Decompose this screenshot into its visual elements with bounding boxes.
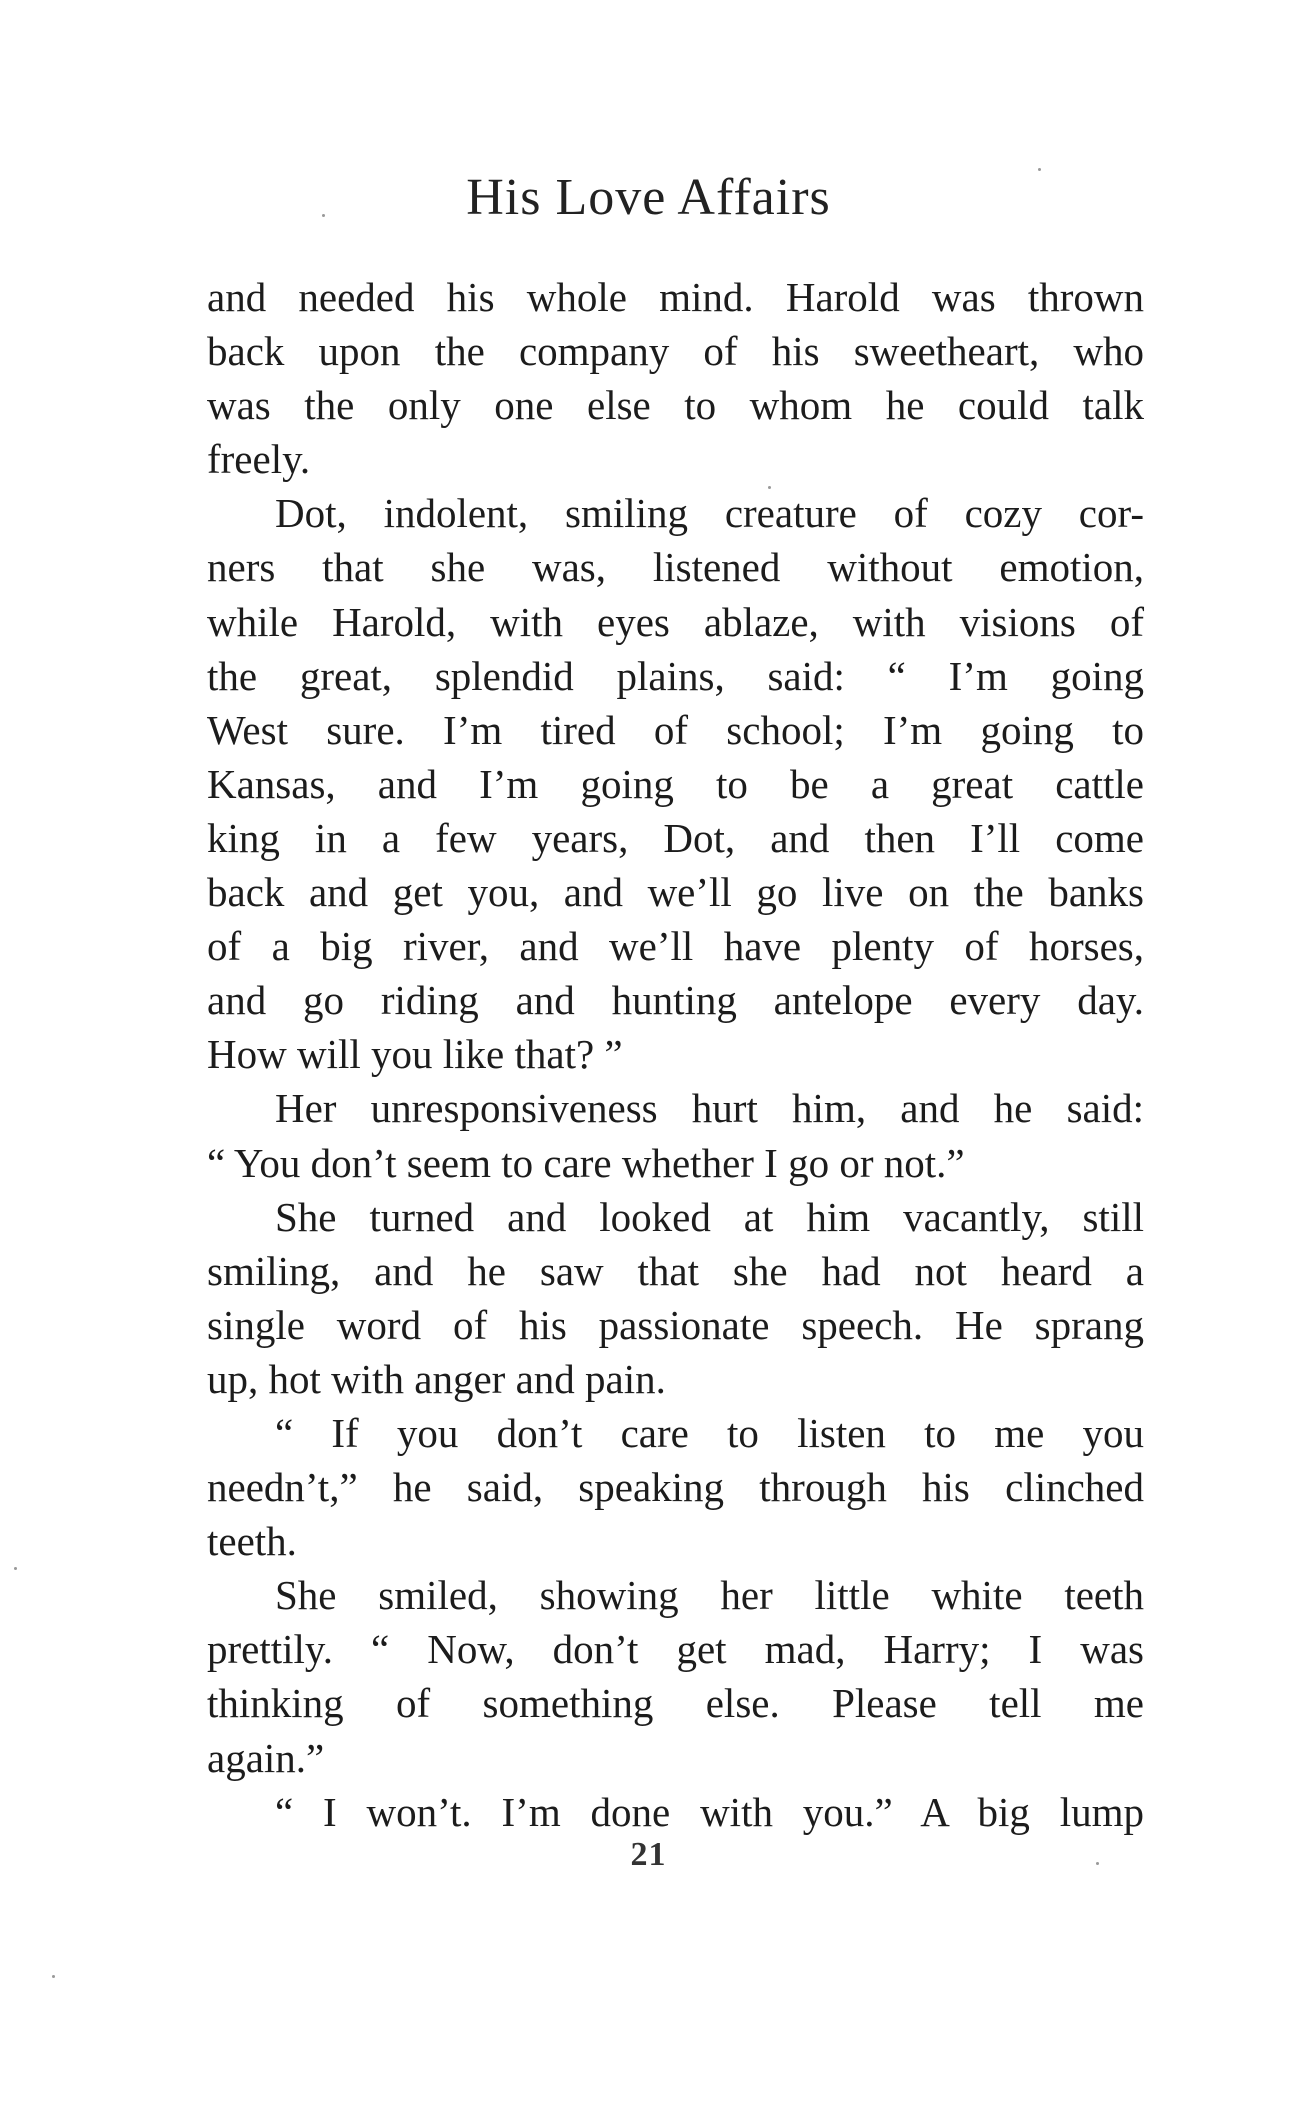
text-line: She turned and looked at him vacantly, still <box>275 1193 1144 1240</box>
text-line: the great, splendid plains, said: “ I’m going <box>207 652 1144 699</box>
text-line: and needed his whole mind. Harold was thrown <box>207 274 1144 320</box>
text-line: freely. <box>207 436 311 483</box>
text-line: Kansas, and I’m going to be a great cattle <box>207 760 1144 807</box>
text-line: needn’t,” he said, speaking through his clinched <box>207 1464 1144 1511</box>
text-line: king in a few years, Dot, and then I’ll come <box>207 814 1144 861</box>
text-line: ners that she was, listened without emotion, <box>207 544 1144 591</box>
text-line: back upon the company of his sweetheart, who <box>207 328 1144 375</box>
text-line: single word of his passionate speech. He sprang <box>207 1301 1144 1348</box>
text-line: How will you like that? ” <box>207 1031 623 1078</box>
text-line: was the only one else to whom he could talk <box>207 382 1144 429</box>
paper-speck <box>14 1567 17 1570</box>
paper-speck <box>768 486 771 489</box>
text-line: prettily. “ Now, don’t get mad, Harry; I was <box>207 1626 1144 1673</box>
text-line: Dot, indolent, smiling creature of cozy cor- <box>275 490 1144 537</box>
text-line: back and get you, and we’ll go live on the banks <box>207 869 1144 916</box>
text-line: teeth. <box>207 1518 297 1565</box>
text-line: thinking of something else. Please tell me <box>207 1680 1144 1727</box>
paper-speck <box>1038 168 1041 171</box>
text-line: “ If you don’t care to listen to me you <box>275 1409 1144 1456</box>
text-line: up, hot with anger and pain. <box>207 1355 666 1402</box>
running-head: His Love Affairs <box>466 169 831 226</box>
text-line: while Harold, with eyes ablaze, with visions of <box>207 598 1144 645</box>
text-line: West sure. I’m tired of school; I’m going to <box>207 706 1144 753</box>
text-line: and go riding and hunting antelope every day. <box>207 977 1144 1024</box>
body-text <box>207 270 1144 1839</box>
paper-speck <box>322 214 325 217</box>
text-line: again.” <box>207 1734 325 1781</box>
paper-speck <box>1096 1862 1099 1865</box>
text-line: “ You don’t seem to care whether I go or not.” <box>207 1139 965 1186</box>
paper-speck <box>52 1975 55 1978</box>
page-number: 21 <box>630 1836 667 1873</box>
text-line: of a big river, and we’ll have plenty of horses, <box>207 923 1144 970</box>
text-line: Her unresponsiveness hurt him, and he said: <box>275 1085 1144 1132</box>
text-line: She smiled, showing her little white teeth <box>275 1572 1144 1619</box>
text-line: smiling, and he saw that she had not heard a <box>207 1247 1144 1294</box>
text-line: “ I won’t. I’m done with you.” A big lump <box>275 1788 1144 1835</box>
